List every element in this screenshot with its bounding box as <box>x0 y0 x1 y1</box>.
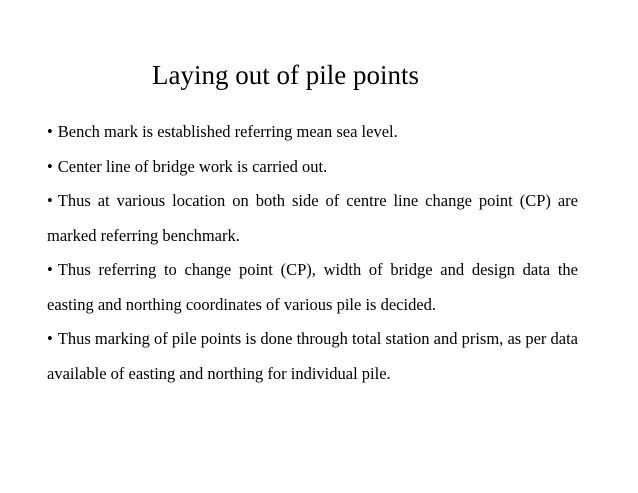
bullet-list <box>47 115 578 391</box>
slide-title: Laying out of pile points <box>152 60 419 90</box>
bullet-item <box>47 322 578 391</box>
bullet-text: Bench mark is established referring mean sea level. <box>57 122 398 141</box>
bullet-item <box>47 184 578 253</box>
bullet-text: Thus at various location on both side of centre line change point (CP) are marked referring benchmark. <box>47 191 578 245</box>
bullet-text: Thus referring to change point (CP), width of bridge and design data the easting and northing coordinates of various pile is decided. <box>47 260 578 314</box>
bullet-icon: • <box>47 156 53 176</box>
bullet-text: Thus marking of pile points is done through total station and prism, as per data available of easting and northing for individual pile. <box>47 329 578 383</box>
bullet-icon: • <box>47 260 53 279</box>
bullet-text: Center line of bridge work is carried out. <box>57 156 328 176</box>
bullet-icon: • <box>47 191 53 210</box>
bullet-item <box>47 253 578 322</box>
bullet-icon: • <box>47 122 53 141</box>
bullet-icon: • <box>47 329 53 348</box>
bullet-item <box>47 150 578 185</box>
bullet-item <box>47 115 578 150</box>
